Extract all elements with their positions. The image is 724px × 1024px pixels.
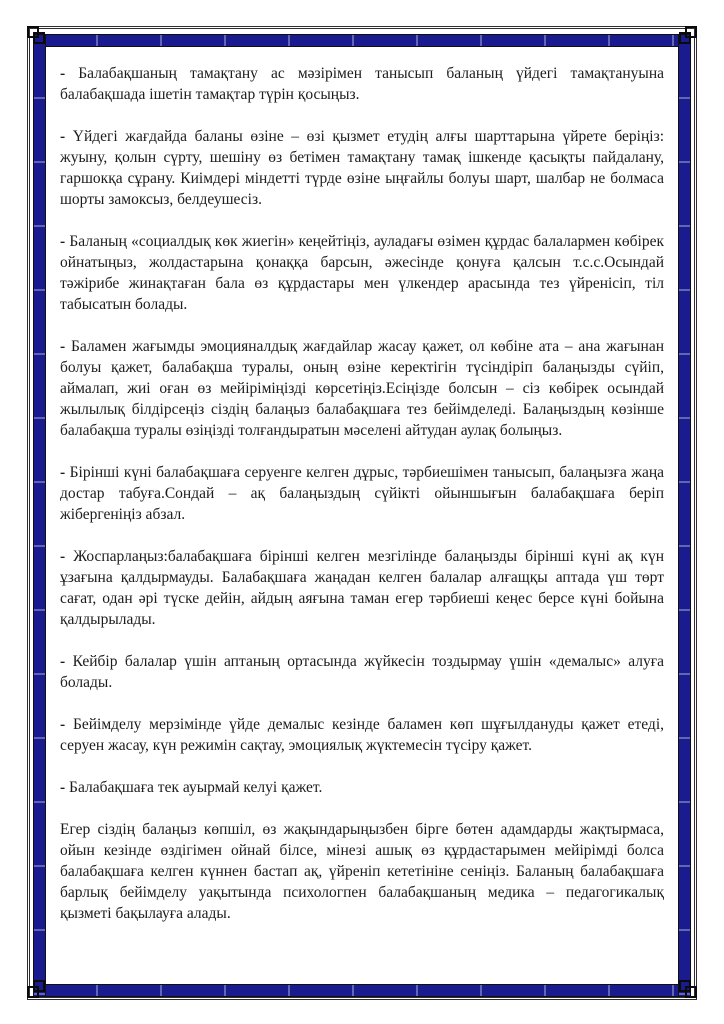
paragraph-dash-marker: - (60, 128, 66, 145)
paragraph-dash-marker: - (60, 338, 66, 355)
paragraph-text: Үйдегі жағдайда баланы өзіне – өзі қызмет етудің алғы шарттарына үйрете беріңіз: жуыну, қолын сүрту, шешіну өз бетімен тамақтану тамақ ішкенде қасықты пайдалану, гаршокқа сұрану. Киімдері міндетті түрде өзіне ыңғайлы болуы шарт, шалбар не болмаса шорты замоксыз, белдеушесіз. (60, 128, 664, 208)
paragraph-text: Балабақшаның тамақтану ас мәзірімен танысып баланың үйдегі тамақтануына балабақшада ішетін тамақтар түрін қосыңыз. (60, 65, 664, 103)
paragraph-text: Кейбір балалар үшін аптаның ортасында жүйкесін тоздырмау үшін «демалыс» алуға болады. (60, 653, 665, 691)
page-frame-band-left (33, 34, 46, 997)
corner-square-icon (33, 32, 45, 44)
paragraph-dash-marker: - (60, 233, 66, 250)
page-frame-band-right (678, 34, 691, 997)
paragraph (60, 231, 664, 315)
corner-ornament-bottom-left (27, 980, 45, 998)
paragraph-dash-marker: - (60, 779, 66, 796)
paragraph-text: Бейімделу мерзімінде үйде демалыс кезінде баламен көп шұғылдануды қажет етеді, серуен жасау, күн режимін сақтау, эмоциялық жүктемесін түсіру қажет. (60, 716, 664, 754)
page-frame-band-bottom (33, 984, 691, 997)
paragraph (60, 63, 664, 105)
corner-square-icon (33, 980, 45, 992)
paragraph-dash-marker: - (60, 548, 66, 565)
paragraph-dash-marker: - (60, 65, 66, 82)
paragraph-text: Баланың «социалдық көк жиегін» кеңейтіңіз, ауладағы өзімен құрдас балалармен көбірек ойнатыңыз, жолдастарына қонаққа барсын, әжесінде қонуға қалсын т.с.с.Осындай тәжірибе жинақтаған бала өз құрдастары мен үлкендер арасында тез үйренісіп, тіл табысатын болады. (60, 233, 664, 313)
paragraph (60, 126, 664, 210)
corner-square-icon (679, 32, 691, 44)
paragraph-text: Бірінші күні балабақшаға серуенге келген дұрыс, тәрбиешімен танысып, балаңызға жаңа достар табуға.Сондай – ақ балаңыздың сүйікті ойыншығын балабақшаға беріп жібергеніңіз абзал. (60, 464, 664, 523)
paragraph-text: Егер сіздің балаңыз көпшіл, өз жақындарыңызбен бірге бөтен адамдарды жақтырмаса, ойын кезінде өздігімен ойнай білсе, мінезі ашық өз құрдастарымен мейірімді болса балабақшаға келген күннен бастап ақ, үйреніп кететініне сеніңіз. Баланың балабақшаға барлық бейімделу уақытында психологпен балабақшаның медика – педагогикалық қызметі бақылауға алады. (60, 821, 664, 922)
paragraph (60, 714, 664, 756)
paragraph-text: Балабақшаға тек ауырмай келуі қажет. (69, 779, 323, 796)
paragraph-text: Баламен жағымды эмоцияналдық жағдайлар жасау қажет, ол көбіне ата – ана жағынан болуы қажет, балабақша туралы, оның өзіне керектігін түсіндіріп балаңызды сүйіп, аймалап, жиі оған өз мейіріміңізді көрсетіңіз.Есіңізде болсын – сіз көбірек осындай жылылық білдірсеңіз сіздің балаңыз балабақшаға тез бейімделеді. Балаңыздың көзінше балабақша туралы өзіңізді толғандыратын мәселені айтудан аулақ болыңыз. (60, 338, 665, 439)
paragraph-dash-marker: - (60, 464, 66, 481)
paragraph (60, 546, 664, 630)
paragraph-dash-marker: - (60, 716, 66, 733)
paragraph-text: Жоспарлаңыз:балабақшаға бірінші келген мезгілінде балаңызды бірінші күні ақ күн ұзағына қалдырмауды. Балабақшаға жаңадан келген балалар алғащқы аптада үш төрт сағат, одан әрі түске дейін, айдың аяғына таман егер тәрбиеші кеңес берсе күні бойына қалдырылады. (60, 548, 664, 628)
paragraph (60, 651, 664, 693)
paragraph (60, 336, 664, 441)
corner-ornament-bottom-right (679, 980, 697, 998)
corner-square-icon (679, 980, 691, 992)
page-frame-band-top (33, 34, 691, 47)
corner-ornament-top-right (679, 26, 697, 44)
corner-ornament-top-left (27, 26, 45, 44)
paragraph (60, 777, 664, 798)
document-text-block (60, 63, 664, 945)
paragraph (60, 462, 664, 525)
paragraph (60, 819, 664, 924)
paragraph-dash-marker: - (60, 653, 66, 670)
